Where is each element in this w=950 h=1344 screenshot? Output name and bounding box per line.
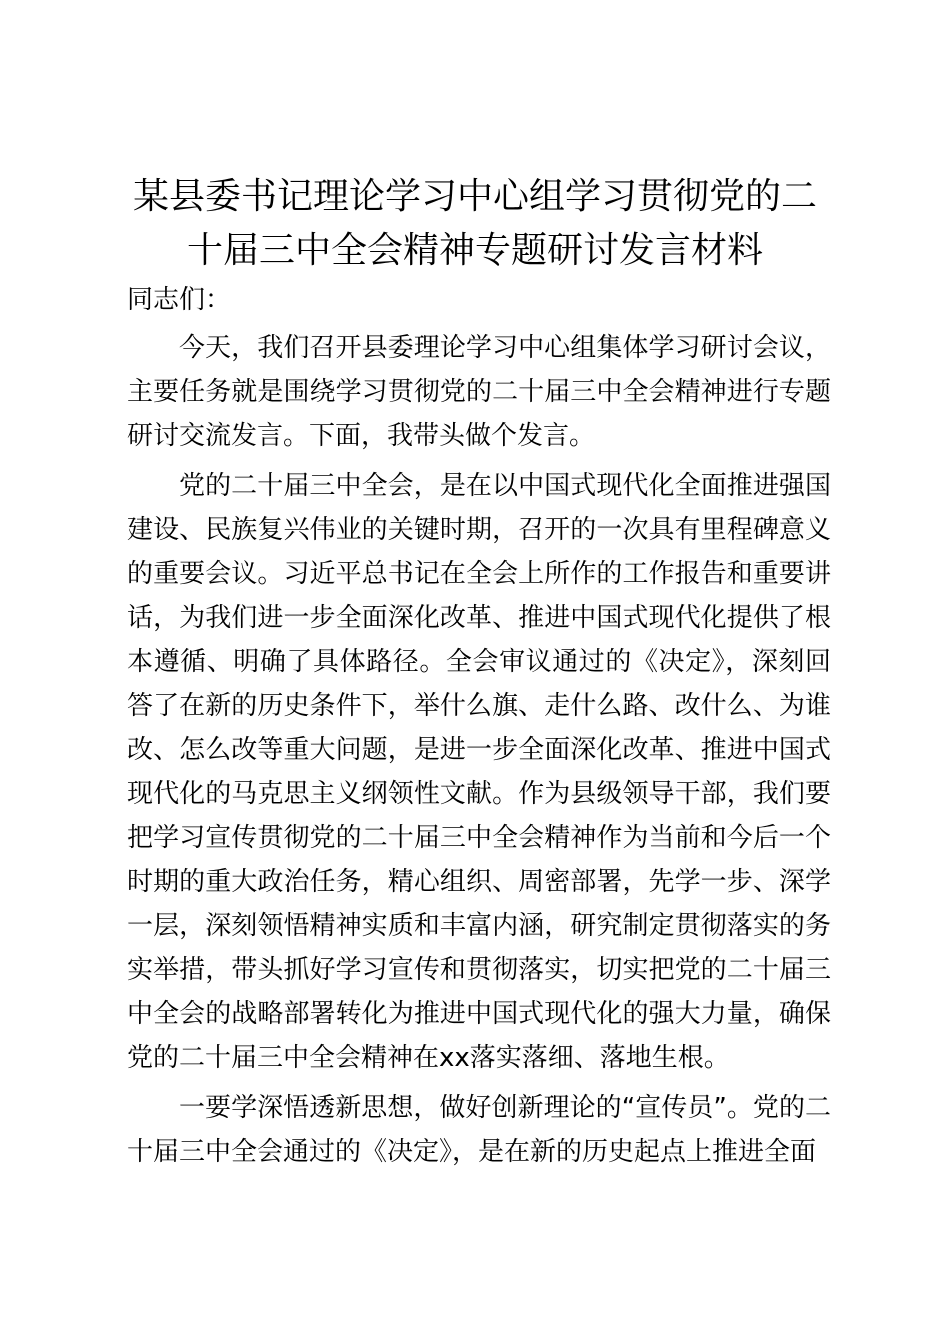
paragraph-opening: 今天，我们召开县委理论学习中心组集体学习研讨会议，主要任务就是围绕学习贯彻党的二十届三中全会精神进行专题研讨交流发言。下面，我带头做个发言。	[127, 333, 831, 451]
document-body	[127, 278, 831, 1180]
salutation: 同志们：	[127, 285, 232, 315]
paragraph-first-point: 一要学深悟透新思想，做好创新理论的“宣传员”。党的二十届三中全会通过的《决定》，是在新的历史起点上推进全面	[127, 1093, 831, 1167]
paragraph-plenum-significance: 党的二十届三中全会，是在以中国式现代化全面推进强国建设、民族复兴伟业的关键时期，召开的一次具有里程碑意义的重要会议。习近平总书记在全会上所作的工作报告和重要讲话，为我们进一步全面深化改革、推进中国式现代化提供了根本遵循、明确了具体路径。全会审议通过的《决定》，深刻回答了在新的历史条件下，举什么旗、走什么路、改什么、为谁改、怎么改等重大问题，是进一步全面深化改革、推进中国式现代化的马克思主义纲领性文献。作为县级领导干部，我们要把学习宣传贯彻党的二十届三中全会精神作为当前和今后一个时期的重大政治任务，精心组织、周密部署，先学一步、深学一层，深刻领悟精神实质和丰富内涵，研究制定贯彻落实的务实举措，带头抓好学习宣传和贯彻落实，切实把党的二十届三中全会的战略部署转化为推进中国式现代化的强大力量，确保党的二十届三中全会精神在xx落实落细、落地生根。	[127, 471, 831, 1073]
document-title: 某县委书记理论学习中心组学习贯彻党的二十届三中全会精神专题研讨发言材料	[132, 176, 817, 271]
